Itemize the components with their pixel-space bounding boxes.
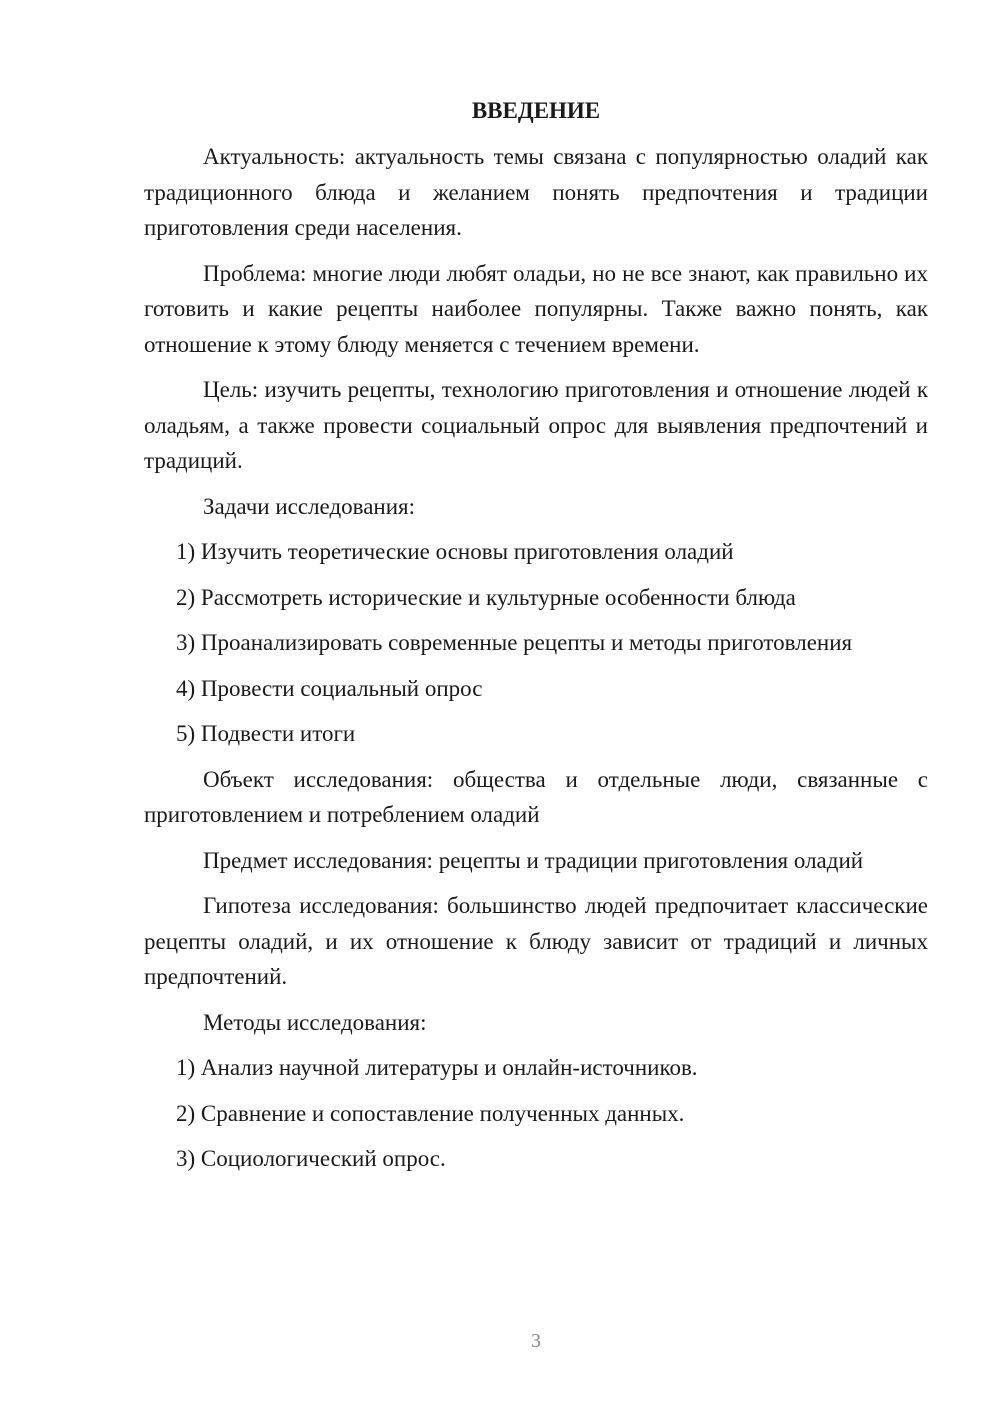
page-content [144, 96, 928, 1187]
paragraph-problem: Проблема: многие люди любят оладьи, но не все знают, как правильно их готовить и какие рецепты наиболее популярны. Также важно понять, как отношение к этому блюду меняется с течением времени. [144, 260, 928, 357]
list-item: 1) Анализ научной литературы и онлайн-источников. [176, 1055, 698, 1080]
list-item: 1) Изучить теоретические основы приготовления оладий [176, 539, 734, 564]
list-item: 3) Проанализировать современные рецепты и методы приготовления [176, 630, 853, 655]
paragraph-object: Объект исследования: общества и отдельные люди, связанные с приготовлением и потреблением оладий [144, 766, 928, 827]
paragraph-relevance: Актуальность: актуальность темы связана с популярностью оладий как традиционного блюда и желанием понять предпочтения и традиции приготовления среди населения. [144, 144, 928, 240]
tasks-list [144, 534, 928, 752]
list-item: 5) Подвести итоги [176, 721, 356, 746]
list-item: 2) Сравнение и сопоставление полученных данных. [176, 1100, 685, 1126]
methods-list [144, 1050, 928, 1177]
page-number: 3 [531, 1330, 541, 1352]
paragraph-hypothesis: Гипотеза исследования: большинство людей предпочитает классические рецепты оладий, и их отношение к блюду зависит от традиций и личных предпочтений. [144, 893, 928, 989]
list-item: 4) Провести социальный опрос [176, 675, 483, 701]
paragraph-goal: Цель: изучить рецепты, технологию приготовления и отношение людей к оладьям, а также провести социальный опрос для выявления предпочтений и традиций. [144, 377, 928, 473]
paragraph-subject: Предмет исследования: рецепты и традиции приготовления оладий [203, 847, 864, 873]
section-title: ВВЕДЕНИЕ [471, 98, 601, 123]
list-item: 3) Социологический опрос. [176, 1146, 446, 1171]
list-item: 2) Рассмотреть исторические и культурные особенности блюда [176, 584, 796, 610]
tasks-heading: Задачи исследования: [203, 493, 416, 519]
methods-heading: Методы исследования: [203, 1009, 427, 1035]
